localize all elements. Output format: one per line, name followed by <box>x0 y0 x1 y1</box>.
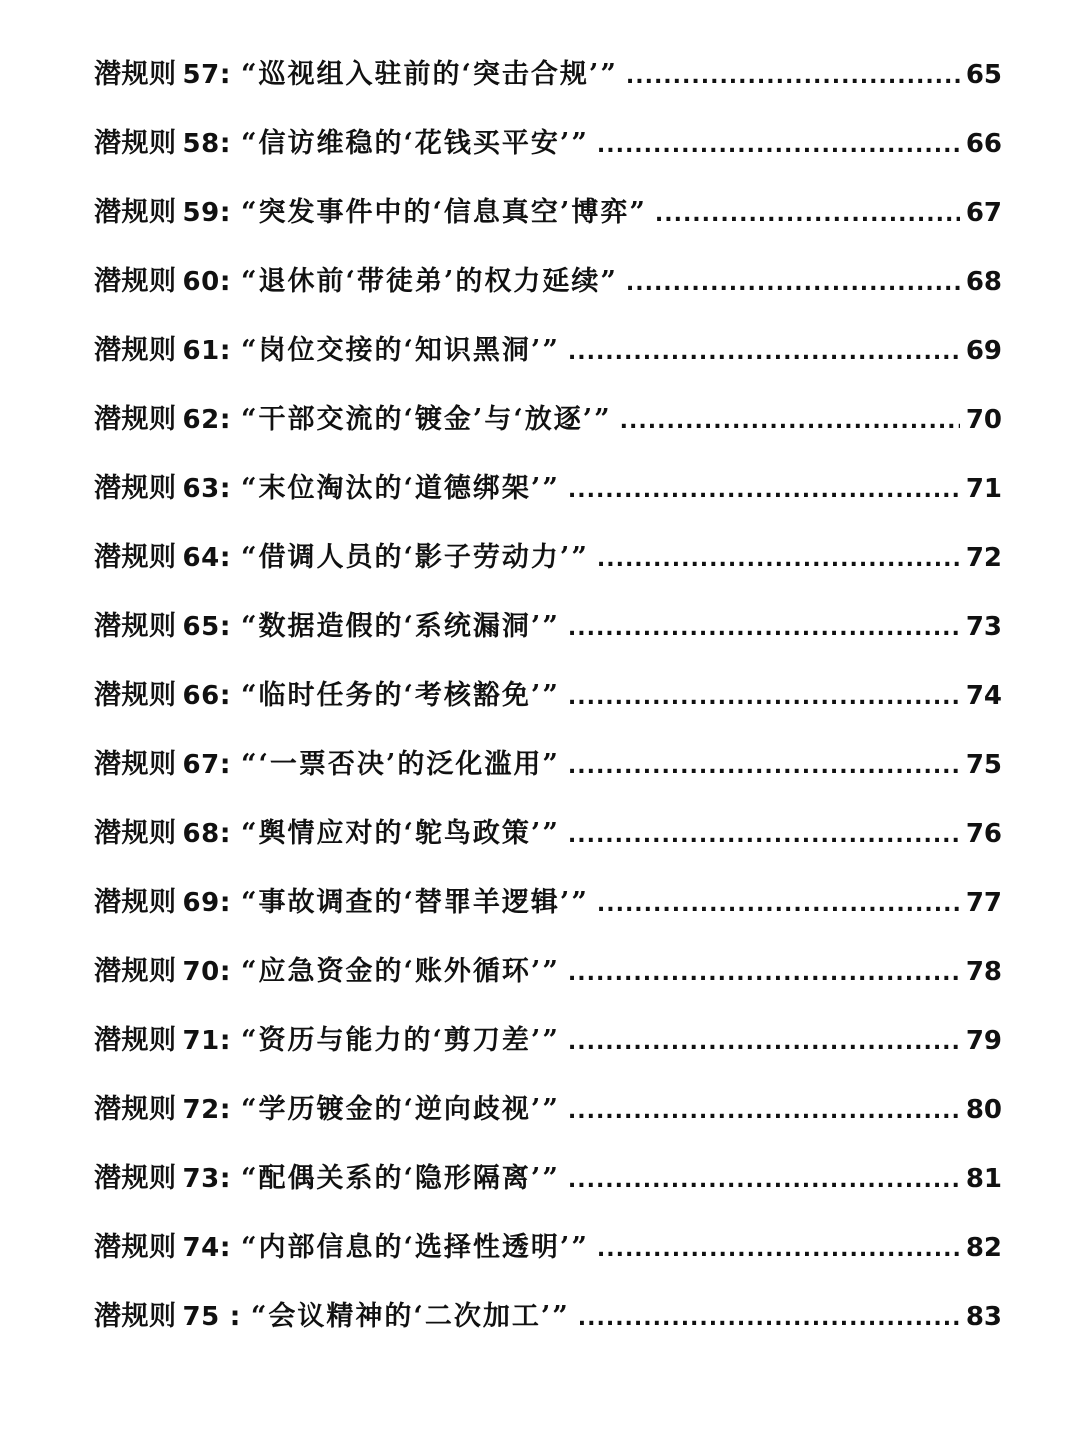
toc-entry-prefix: 潜规则 <box>94 404 177 435</box>
toc-entry-label <box>94 1294 251 1333</box>
toc-entry-page-number: 82 <box>965 1233 1002 1263</box>
toc-entry-page-number: 72 <box>965 543 1002 573</box>
toc-entry-page-number: 66 <box>965 129 1002 159</box>
toc-entry-separator: : <box>219 1163 231 1194</box>
toc-entry-separator: : <box>219 335 231 366</box>
toc-entry-prefix: 潜规则 <box>94 266 177 297</box>
toc-entry-dot-leader <box>568 616 960 641</box>
toc-entry-title: “借调人员的‘影子劳动力’” <box>241 542 589 573</box>
toc-entry-dot-leader <box>626 64 960 89</box>
toc-entry-number: 66 <box>182 681 220 711</box>
toc-entry-number: 64 <box>182 543 220 573</box>
toc-entry-title: “舆情应对的‘鸵鸟政策’” <box>241 818 560 849</box>
toc-entry-label <box>94 1156 241 1195</box>
toc-entry-label <box>94 259 241 298</box>
toc-entry-title: “信访维稳的‘花钱买平安’” <box>241 128 589 159</box>
toc-entry-62[interactable] <box>94 397 1002 437</box>
toc-entry-title: “会议精神的‘二次加工’” <box>250 1301 570 1332</box>
toc-entry-title: “数据造假的‘系统漏洞’” <box>241 611 560 642</box>
toc-entry-separator: : <box>219 197 231 228</box>
toc-entry-page-number: 79 <box>965 1026 1002 1056</box>
toc-entry-dot-leader <box>568 1099 960 1124</box>
toc-entry-title: “突发事件中的‘信息真空’博弈” <box>241 197 647 228</box>
toc-entry-page-number: 81 <box>965 1164 1002 1194</box>
toc-entry-separator: : <box>219 818 231 849</box>
toc-entry-separator: : <box>219 1094 231 1125</box>
toc-entry-label <box>94 811 241 850</box>
toc-entry-prefix: 潜规则 <box>94 542 177 573</box>
toc-entry-label <box>94 397 241 436</box>
toc-entry-label <box>94 535 241 574</box>
toc-entry-title: “事故调查的‘替罪羊逻辑’” <box>241 887 589 918</box>
toc-entry-label <box>94 121 241 160</box>
toc-entry-69[interactable] <box>94 880 1002 920</box>
toc-entry-title: “干部交流的‘镀金’与‘放逐’” <box>241 404 612 435</box>
toc-entry-prefix: 潜规则 <box>94 473 177 504</box>
toc-entry-page-number: 69 <box>965 336 1002 366</box>
toc-entry-title: “资历与能力的‘剪刀差’” <box>241 1025 560 1056</box>
toc-entry-dot-leader <box>568 685 960 710</box>
toc-entry-75[interactable] <box>94 1294 1002 1334</box>
toc-entry-prefix: 潜规则 <box>94 1232 177 1263</box>
toc-entry-67[interactable] <box>94 742 1002 782</box>
toc-entry-label <box>94 1018 241 1057</box>
toc-entry-separator: : <box>219 542 231 573</box>
toc-entry-page-number: 75 <box>965 750 1002 780</box>
toc-entry-title: “末位淘汰的‘道德绑架’” <box>241 473 560 504</box>
toc-entry-65[interactable] <box>94 604 1002 644</box>
toc-entry-separator: : <box>219 1232 231 1263</box>
toc-entry-separator: : <box>219 887 231 918</box>
toc-entry-dot-leader <box>597 547 960 572</box>
toc-entry-number: 74 <box>182 1233 220 1263</box>
toc-entry-prefix: 潜规则 <box>94 128 177 159</box>
toc-entry-separator: : <box>219 611 231 642</box>
toc-entry-separator: : <box>219 749 231 780</box>
toc-entry-dot-leader <box>568 961 960 986</box>
toc-entry-title: “‘一票否决’的泛化滥用” <box>241 749 560 780</box>
toc-entry-prefix: 潜规则 <box>94 1163 177 1194</box>
toc-entry-separator: : <box>219 59 231 90</box>
toc-entry-prefix: 潜规则 <box>94 59 177 90</box>
toc-entry-dot-leader <box>597 1237 960 1262</box>
toc-entry-label <box>94 328 241 367</box>
toc-entry-page-number: 71 <box>965 474 1002 504</box>
toc-entry-59[interactable] <box>94 190 1002 230</box>
toc-entry-number: 68 <box>182 819 220 849</box>
toc-entry-number: 65 <box>182 612 220 642</box>
toc-entry-number: 61 <box>182 336 220 366</box>
toc-entry-title: “应急资金的‘账外循环’” <box>241 956 560 987</box>
toc-entry-dot-leader <box>568 1168 960 1193</box>
toc-entry-dot-leader <box>568 478 960 503</box>
toc-entry-page-number: 68 <box>965 267 1002 297</box>
toc-entry-page-number: 73 <box>965 612 1002 642</box>
toc-entry-label <box>94 52 241 91</box>
toc-entry-66[interactable] <box>94 673 1002 713</box>
toc-entry-number: 58 <box>182 129 220 159</box>
toc-entry-prefix: 潜规则 <box>94 749 177 780</box>
toc-entry-label <box>94 880 241 919</box>
toc-entry-label <box>94 190 241 229</box>
toc-entry-separator: : <box>219 680 231 711</box>
toc-entry-dot-leader <box>568 1030 960 1055</box>
toc-entry-number: 70 <box>182 957 220 987</box>
toc-entry-number: 60 <box>182 267 220 297</box>
toc-entry-number: 72 <box>182 1095 220 1125</box>
toc-entry-number: 67 <box>182 750 220 780</box>
toc-entry-label <box>94 1225 241 1264</box>
toc-entry-title: “配偶关系的‘隐形隔离’” <box>241 1163 560 1194</box>
toc-entry-70[interactable] <box>94 949 1002 989</box>
toc-entry-dot-leader <box>655 202 960 227</box>
toc-entry-number: 75 <box>182 1302 220 1332</box>
toc-entry-page-number: 83 <box>965 1302 1002 1332</box>
table-of-contents <box>94 52 1002 1363</box>
toc-entry-title: “临时任务的‘考核豁免’” <box>241 680 560 711</box>
toc-entry-number: 59 <box>182 198 220 228</box>
toc-entry-page-number: 67 <box>965 198 1002 228</box>
toc-entry-label <box>94 742 241 781</box>
toc-entry-dot-leader <box>568 754 960 779</box>
toc-entry-74[interactable] <box>94 1225 1002 1265</box>
toc-entry-separator: : <box>219 128 231 159</box>
toc-entry-prefix: 潜规则 <box>94 887 177 918</box>
toc-entry-page-number: 65 <box>965 60 1002 90</box>
toc-entry-page-number: 76 <box>965 819 1002 849</box>
toc-entry-dot-leader <box>626 271 960 296</box>
toc-entry-separator: : <box>219 1025 231 1056</box>
toc-entry-page-number: 80 <box>965 1095 1002 1125</box>
toc-entry-dot-leader <box>597 133 960 158</box>
toc-entry-page-number: 74 <box>965 681 1002 711</box>
toc-entry-prefix: 潜规则 <box>94 197 177 228</box>
toc-entry-73[interactable] <box>94 1156 1002 1196</box>
toc-entry-64[interactable] <box>94 535 1002 575</box>
toc-entry-number: 73 <box>182 1164 220 1194</box>
toc-entry-number: 71 <box>182 1026 220 1056</box>
toc-entry-separator: : <box>219 956 231 987</box>
toc-entry-58[interactable] <box>94 121 1002 161</box>
toc-entry-label <box>94 466 241 505</box>
toc-entry-72[interactable] <box>94 1087 1002 1127</box>
toc-entry-prefix: 潜规则 <box>94 1094 177 1125</box>
toc-entry-page-number: 70 <box>965 405 1002 435</box>
toc-entry-prefix: 潜规则 <box>94 335 177 366</box>
toc-entry-label <box>94 673 241 712</box>
toc-entry-title: “巡视组入驻前的‘突击合规’” <box>241 59 618 90</box>
toc-entry-number: 57 <box>182 60 220 90</box>
toc-entry-label <box>94 1087 241 1126</box>
toc-entry-separator: : <box>219 1301 241 1332</box>
toc-entry-title: “岗位交接的‘知识黑洞’” <box>241 335 560 366</box>
toc-entry-separator: : <box>219 266 231 297</box>
toc-entry-dot-leader <box>578 1306 960 1331</box>
toc-entry-number: 63 <box>182 474 220 504</box>
toc-entry-page-number: 78 <box>965 957 1002 987</box>
toc-entry-page-number: 77 <box>965 888 1002 918</box>
toc-entry-title: “学历镀金的‘逆向歧视’” <box>241 1094 560 1125</box>
toc-entry-63[interactable] <box>94 466 1002 506</box>
toc-entry-prefix: 潜规则 <box>94 956 177 987</box>
toc-entry-61[interactable] <box>94 328 1002 368</box>
toc-entry-number: 69 <box>182 888 220 918</box>
toc-entry-title: “退休前‘带徒弟’的权力延续” <box>241 266 618 297</box>
toc-entry-dot-leader <box>568 340 960 365</box>
toc-entry-prefix: 潜规则 <box>94 680 177 711</box>
toc-entry-separator: : <box>219 473 231 504</box>
toc-entry-dot-leader <box>597 892 960 917</box>
toc-entry-prefix: 潜规则 <box>94 1301 177 1332</box>
toc-entry-separator: : <box>219 404 231 435</box>
toc-entry-number: 62 <box>182 405 220 435</box>
toc-entry-68[interactable] <box>94 811 1002 851</box>
toc-entry-title: “内部信息的‘选择性透明’” <box>241 1232 589 1263</box>
toc-entry-label <box>94 949 241 988</box>
toc-entry-71[interactable] <box>94 1018 1002 1058</box>
toc-entry-dot-leader <box>620 409 960 434</box>
toc-entry-prefix: 潜规则 <box>94 611 177 642</box>
toc-entry-label <box>94 604 241 643</box>
toc-entry-60[interactable] <box>94 259 1002 299</box>
toc-entry-dot-leader <box>568 823 960 848</box>
toc-entry-prefix: 潜规则 <box>94 1025 177 1056</box>
toc-entry-prefix: 潜规则 <box>94 818 177 849</box>
toc-entry-57[interactable] <box>94 52 1002 92</box>
